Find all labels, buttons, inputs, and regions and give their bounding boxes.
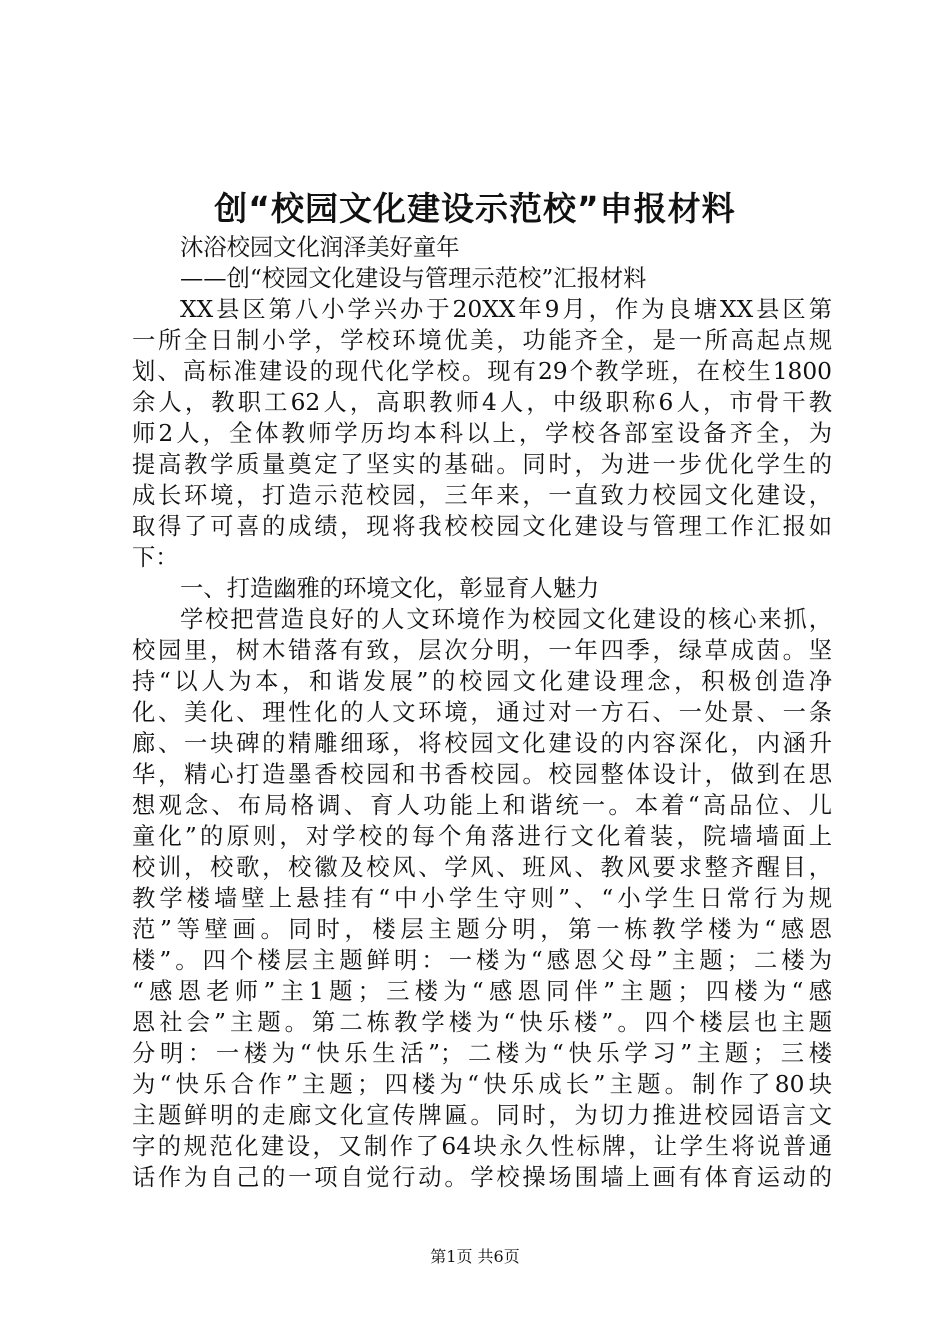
paragraph-line: 想观念、布局格调、育人功能上和谐统一。本着“高品位、儿 (132, 792, 832, 819)
paragraph-line: 提高教学质量奠定了坚实的基础。同时，为进一步优化学生的 (132, 451, 832, 478)
paragraph-line: 余人，教职工62人，高职教师4人，中级职称6人，市骨干教 (132, 389, 832, 416)
paragraph-line: 成长环境，打造示范校园，三年来，一直致力校园文化建设， (132, 482, 832, 509)
paragraph-line: 一所全日制小学，学校环境优美，功能齐全，是一所高起点规 (132, 327, 832, 354)
section-heading: 一、打造幽雅的环境文化，彰显育人魅力 (180, 575, 600, 602)
paragraph-line: 校园里，树木错落有致，层次分明，一年四季，绿草成茵。坚 (132, 637, 832, 664)
paragraph-line: 话作为自己的一项自觉行动。学校操场围墙上画有体育运动的 (132, 1164, 832, 1191)
paragraph-line: “感恩老师”主1题；三楼为“感恩同伴”主题；四楼为“感 (132, 978, 832, 1005)
paragraph-line: 廊、一块碑的精雕细琢，将校园文化建设的内容深化，内涵升 (132, 730, 832, 757)
paragraph-line: 恩社会”主题。第二栋教学楼为“快乐楼”。四个楼层也主题 (132, 1009, 832, 1036)
paragraph-line: 楼”。四个楼层主题鲜明：一楼为“感恩父母”主题；二楼为 (132, 947, 832, 974)
document-title: 创“校园文化建设示范校”申报材料 (214, 189, 736, 228)
page-footer: 第1页 共6页 (430, 1247, 520, 1266)
subtitle-line: ——创“校园文化建设与管理示范校”汇报材料 (180, 265, 647, 292)
paragraph-line: 划、高标准建设的现代化学校。现有29个教学班，在校生1800 (132, 358, 832, 385)
paragraph-line: 范”等壁画。同时，楼层主题分明，第一栋教学楼为“感恩 (132, 916, 832, 943)
paragraph-line: 分明：一楼为“快乐生活”；二楼为“快乐学习”主题；三楼 (132, 1040, 832, 1067)
paragraph-line: 童化”的原则，对学校的每个角落进行文化着装，院墙墙面上 (132, 823, 832, 850)
paragraph-line: 师2人，全体教师学历均本科以上，学校各部室设备齐全，为 (132, 420, 832, 447)
paragraph-line: 学校把营造良好的人文环境作为校园文化建设的核心来抓， (180, 606, 832, 633)
paragraph-line: 持“以人为本，和谐发展”的校园文化建设理念，积极创造净 (132, 668, 832, 695)
paragraph-line: 教学楼墙壁上悬挂有“中小学生守则”、“小学生日常行为规 (132, 885, 832, 912)
paragraph-line: 校训，校歌，校徽及校风、学风、班风、教风要求整齐醒目， (132, 854, 832, 881)
paragraph-line: 化、美化、理性化的人文环境，通过对一方石、一处景、一条 (132, 699, 832, 726)
paragraph-line: 华，精心打造墨香校园和书香校园。校园整体设计，做到在思 (132, 761, 832, 788)
paragraph-line: 下： (132, 544, 179, 571)
paragraph-line: XX县区第八小学兴办于20XX年9月，作为良塘XX县区第 (180, 296, 832, 323)
paragraph-line: 字的规范化建设，又制作了64块永久性标牌，让学生将说普通 (132, 1133, 832, 1160)
document-body (132, 232, 832, 1193)
paragraph-line: 主题鲜明的走廊文化宣传牌匾。同时，为切力推进校园语言文 (132, 1102, 832, 1129)
subtitle-line: 沐浴校园文化润泽美好童年 (180, 234, 460, 261)
paragraph-line: 取得了可喜的成绩，现将我校校园文化建设与管理工作汇报如 (132, 513, 832, 540)
paragraph-line: 为“快乐合作”主题；四楼为“快乐成长”主题。制作了80块 (132, 1071, 832, 1098)
